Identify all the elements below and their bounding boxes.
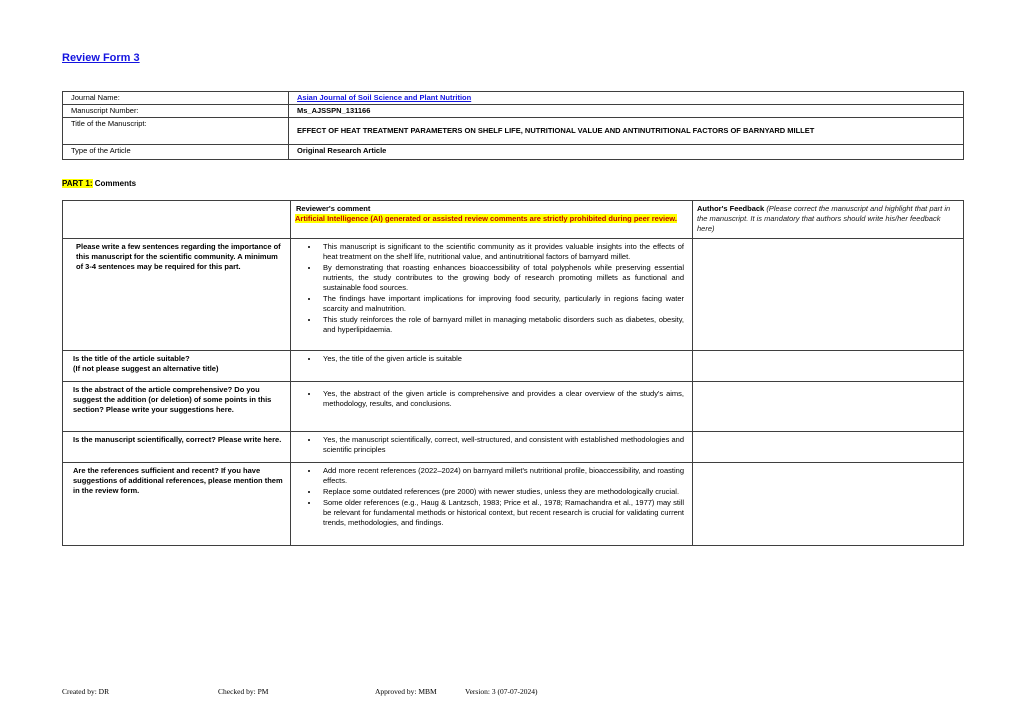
comment-bullet: • Replace some outdated references (pre 2000) with newer studies, unless they are methodologically crucial. — [319, 487, 684, 497]
journal-name-label: Journal Name: — [63, 92, 289, 105]
reviewer-comment-title — [291, 351, 693, 382]
author-feedback-cell — [693, 432, 964, 463]
manuscript-number-value: Ms_AJSSPN_131166 — [289, 105, 964, 118]
author-feedback-note: (Please correct the manuscript and highlight that part in the manuscript. It is mandatory that authors should write his/her feedback here) — [697, 204, 951, 233]
comment-bullet: • Yes, the manuscript scientifically, correct, well-structured, and consistent with established methodologies and scientific principles — [319, 435, 684, 455]
manuscript-meta-table — [62, 91, 964, 160]
table-row — [63, 382, 964, 432]
page-title: Review Form 3 — [62, 52, 140, 64]
author-feedback-cell — [693, 351, 964, 382]
article-type-value: Original Research Article — [289, 145, 964, 160]
table-row — [63, 145, 964, 160]
article-type-label: Type of the Article — [63, 145, 289, 160]
comment-bullet: • Add more recent references (2022–2024) on barnyard millet's nutritional profile, bioaccessibility, and roasting effects. — [319, 466, 684, 486]
reviewer-comment-importance — [291, 239, 693, 351]
footer-approved-by: Approved by: MBM — [375, 687, 437, 696]
comment-bullet: • Yes, the title of the given article is suitable — [319, 354, 684, 364]
comment-bullet: • The findings have important implications for improving food security, particularly in regions facing water scarcity and malnutrition. — [319, 294, 684, 314]
comment-bullet: • Yes, the abstract of the given article is comprehensive and provides a clear overview of the study's aims, methodology, results, and conclusions. — [319, 389, 684, 409]
table-header-row — [63, 201, 964, 239]
question-abstract: Is the abstract of the article comprehensive? Do you suggest the addition (or deletion) of some points in this section? Please write your suggestions here. — [63, 382, 291, 432]
question-references: Are the references sufficient and recent? If you have suggestions of additional references, please mention them in the review form. — [63, 463, 291, 546]
reviewer-comment-abstract — [291, 382, 693, 432]
table-row — [63, 92, 964, 105]
ai-warning-text: Artificial Intelligence (AI) generated or assisted review comments are strictly prohibited during peer review. — [295, 214, 677, 223]
reviewer-comment-references — [291, 463, 693, 546]
journal-name-link[interactable]: Asian Journal of Soil Science and Plant Nutrition — [297, 93, 472, 102]
part1-title: Comments — [94, 179, 137, 188]
author-feedback-cell — [693, 239, 964, 351]
comment-bullet: • This study reinforces the role of barnyard millet in managing metabolic disorders such as diabetes, obesity, and hyperlipidaemia. — [319, 315, 684, 335]
header-empty-cell — [63, 201, 291, 239]
comment-bullet: • Some older references (e.g., Haug & Lantzsch, 1983; Price et al., 1978; Ramachandra et al., 1977) may still be relevant for fundamental methods or historical context, but recent research is crucial for validating current trends, methodologies, and findings. — [319, 498, 684, 528]
question-importance: Please write a few sentences regarding the importance of this manuscript for the scientific community. A minimum of 3-4 sentences may be required for this part. — [63, 239, 291, 351]
comment-bullet: • This manuscript is significant to the scientific community as it provides valuable insights into the effects of heat treatment on the shelf life, nutritional value, and antinutritional factors of barnyard millet. — [319, 242, 684, 262]
part1-label: PART 1: — [62, 179, 93, 188]
comment-bullet: • By demonstrating that roasting enhances bioaccessibility of total polyphenols while preserving essential nutrients, the study contributes to the growing body of research promoting millets as functional and sustainable food sources. — [319, 263, 684, 293]
table-row — [63, 351, 964, 382]
manuscript-number-label: Manuscript Number: — [63, 105, 289, 118]
author-feedback-cell — [693, 382, 964, 432]
question-title-suitable — [63, 351, 291, 382]
table-row — [63, 105, 964, 118]
question-note: (If not please suggest an alternative title) — [73, 364, 219, 373]
reviewer-comment-header: Reviewer's comment — [296, 204, 371, 213]
reviewer-comment-scientific — [291, 432, 693, 463]
question-scientific: Is the manuscript scientifically, correct? Please write here. — [63, 432, 291, 463]
footer-created-by: Created by: DR — [62, 687, 110, 696]
part1-heading — [62, 179, 136, 188]
reviewer-comment-header-cell — [291, 201, 693, 239]
manuscript-title-label: Title of the Manuscript: — [63, 118, 289, 145]
table-row — [63, 239, 964, 351]
table-row — [63, 432, 964, 463]
question-text: Is the title of the article suitable? — [73, 354, 190, 363]
author-feedback-header-cell — [693, 201, 964, 239]
table-row — [63, 118, 964, 145]
author-feedback-cell — [693, 463, 964, 546]
footer-version: Version: 3 (07-07-2024) — [465, 687, 538, 696]
author-feedback-header: Author's Feedback — [697, 204, 765, 213]
comments-table — [62, 200, 964, 546]
footer-checked-by: Checked by: PM — [218, 687, 269, 696]
manuscript-title-value: EFFECT OF HEAT TREATMENT PARAMETERS ON SHELF LIFE, NUTRITIONAL VALUE AND ANTINUTRITIONAL FACTORS OF BARNYARD MILLET — [289, 118, 964, 145]
table-row — [63, 463, 964, 546]
